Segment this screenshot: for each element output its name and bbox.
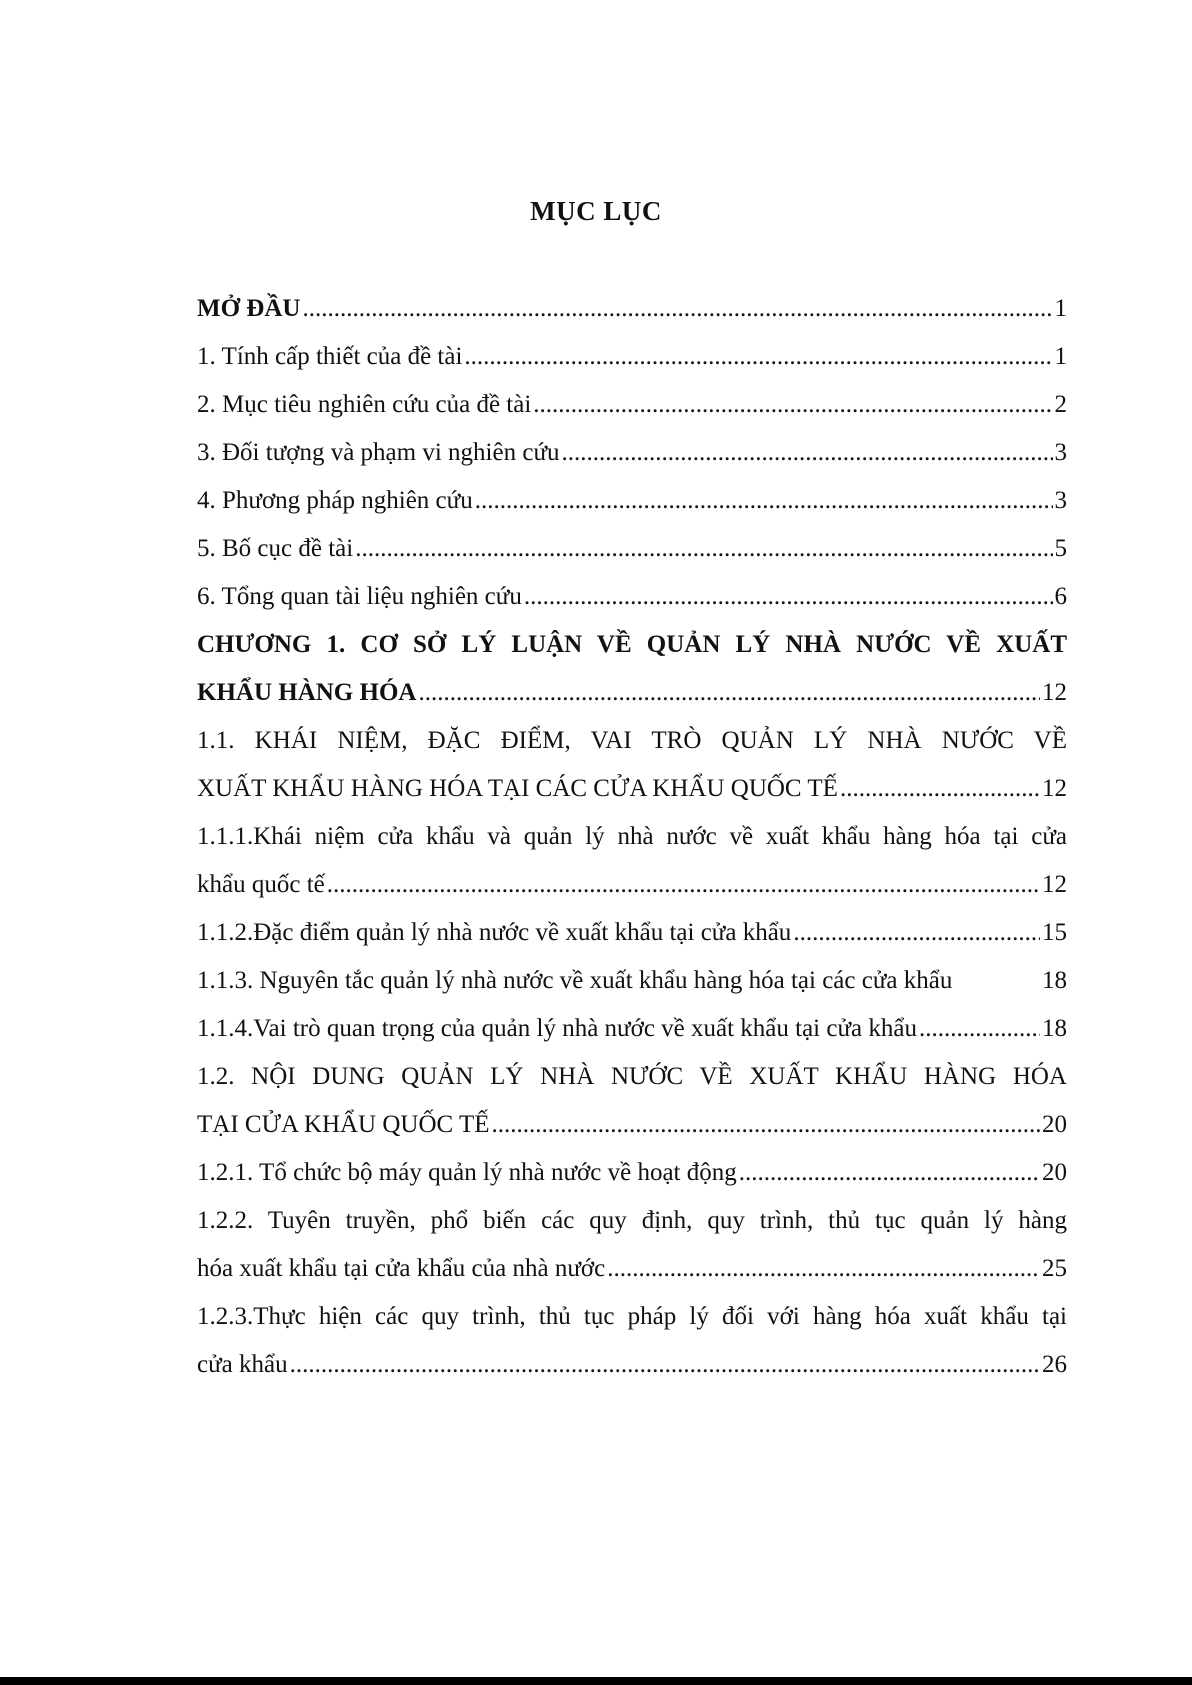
toc-entry[interactable] [197, 813, 1067, 909]
toc-page-number: 6 [1054, 583, 1067, 610]
toc-page-number: 20 [1042, 1159, 1067, 1186]
toc-entry[interactable] [197, 285, 1067, 333]
toc-page-number: 25 [1042, 1255, 1067, 1282]
toc-entry-title: 1.1.3. Nguyên tắc quản lý nhà nước về xuất khẩu hàng hóa tại các cửa khẩu [197, 967, 953, 994]
dot-leader [302, 285, 1052, 333]
toc-page-number: 18 [1042, 1015, 1067, 1042]
toc-entry[interactable] [197, 525, 1067, 573]
dot-leader [290, 1341, 1040, 1389]
dot-leader [562, 429, 1053, 477]
toc-entry[interactable] [197, 957, 1067, 1005]
toc-entry-title: 3. Đối tượng và phạm vi nghiên cứu [197, 439, 560, 466]
toc-entry-title: khẩu quốc tế [197, 871, 325, 898]
dot-leader [464, 333, 1052, 381]
toc-page-number: 1 [1054, 343, 1067, 370]
toc-entry-title: 1.1.4.Vai trò quan trọng của quản lý nhà nước về xuất khẩu tại cửa khẩu [197, 1015, 917, 1042]
toc-entry-title: KHẨU HÀNG HÓA [197, 679, 417, 706]
dot-leader [793, 909, 1040, 957]
toc-entry-title: 2. Mục tiêu nghiên cứu của đề tài [197, 391, 532, 418]
toc-entry-text-line: 1.2.2. Tuyên truyền, phổ biến các quy định, quy trình, thủ tục quản lý hàng [197, 1207, 1067, 1234]
toc-entry[interactable] [197, 333, 1067, 381]
toc-entry-title: MỞ ĐẦU [197, 295, 301, 322]
toc-page-number: 12 [1042, 679, 1067, 706]
toc-entry-text-line: CHƯƠNG 1. CƠ SỞ LÝ LUẬN VỀ QUẢN LÝ NHÀ NƯỚC VỀ XUẤT [197, 631, 1067, 658]
toc-entry[interactable] [197, 381, 1067, 429]
toc-entry-text-line: 1.1. KHÁI NIỆM, ĐẶC ĐIỂM, VAI TRÒ QUẢN LÝ NHÀ NƯỚC VỀ [197, 727, 1067, 754]
toc-page-number: 2 [1054, 391, 1067, 418]
toc-entry-text-line: 1.2. NỘI DUNG QUẢN LÝ NHÀ NƯỚC VỀ XUẤT KHẨU HÀNG HÓA [197, 1063, 1067, 1090]
toc-page-number: 20 [1042, 1111, 1067, 1138]
toc-page-number: 5 [1054, 535, 1067, 562]
dot-leader [355, 525, 1052, 573]
toc-page-number: 18 [1042, 967, 1067, 994]
toc-page-number: 1 [1054, 295, 1067, 322]
toc-page-number: 3 [1054, 487, 1067, 514]
toc-entry-title: XUẤT KHẨU HÀNG HÓA TẠI CÁC CỬA KHẨU QUỐC TẾ [197, 775, 838, 802]
dot-leader [475, 477, 1053, 525]
toc-page-number: 12 [1042, 775, 1067, 802]
dot-leader [327, 861, 1040, 909]
toc-entry-title: 5. Bố cục đề tài [197, 535, 354, 562]
toc-entry-title: 4. Phương pháp nghiên cứu [197, 487, 473, 514]
table-of-contents [197, 285, 1067, 1389]
toc-entry-title: TẠI CỬA KHẨU QUỐC TẾ [197, 1111, 490, 1138]
toc-entry-title: 1.1.2.Đặc điểm quản lý nhà nước về xuất khẩu tại cửa khẩu [197, 919, 792, 946]
toc-page-number: 15 [1042, 919, 1067, 946]
page-title: MỤC LỤC [530, 196, 662, 226]
toc-entry[interactable] [197, 717, 1067, 813]
toc-page-number: 26 [1042, 1351, 1067, 1378]
toc-entry[interactable] [197, 1149, 1067, 1197]
toc-entry[interactable] [197, 1197, 1067, 1293]
toc-entry[interactable] [197, 1053, 1067, 1149]
toc-entry[interactable] [197, 1005, 1067, 1053]
toc-entry[interactable] [197, 621, 1067, 717]
dot-leader [607, 1245, 1040, 1293]
toc-entry-title: 1. Tính cấp thiết của đề tài [197, 343, 463, 370]
toc-entry[interactable] [197, 477, 1067, 525]
toc-entry-title: hóa xuất khẩu tại cửa khẩu của nhà nước [197, 1255, 606, 1282]
dot-leader [840, 765, 1040, 813]
toc-entry-title: 6. Tổng quan tài liệu nghiên cứu [197, 583, 522, 610]
dot-leader [524, 573, 1053, 621]
toc-entry-text-line: 1.2.3.Thực hiện các quy trình, thủ tục pháp lý đối với hàng hóa xuất khẩu tại [197, 1303, 1067, 1330]
toc-page-number: 12 [1042, 871, 1067, 898]
toc-entry-title: 1.2.1. Tổ chức bộ máy quản lý nhà nước về hoạt động [197, 1159, 737, 1186]
dot-leader [739, 1149, 1040, 1197]
dot-leader [919, 1005, 1040, 1053]
dot-leader [492, 1101, 1040, 1149]
toc-page-number: 3 [1054, 439, 1067, 466]
toc-entry[interactable] [197, 573, 1067, 621]
dot-leader [418, 669, 1040, 717]
toc-entry-title: cửa khẩu [197, 1351, 288, 1378]
toc-entry[interactable] [197, 909, 1067, 957]
dot-leader [533, 381, 1052, 429]
toc-entry[interactable] [197, 1293, 1067, 1389]
toc-entry[interactable] [197, 429, 1067, 477]
page-bottom-border [0, 1677, 1192, 1685]
toc-entry-text-line: 1.1.1.Khái niệm cửa khẩu và quản lý nhà nước về xuất khẩu hàng hóa tại cửa [197, 823, 1067, 850]
